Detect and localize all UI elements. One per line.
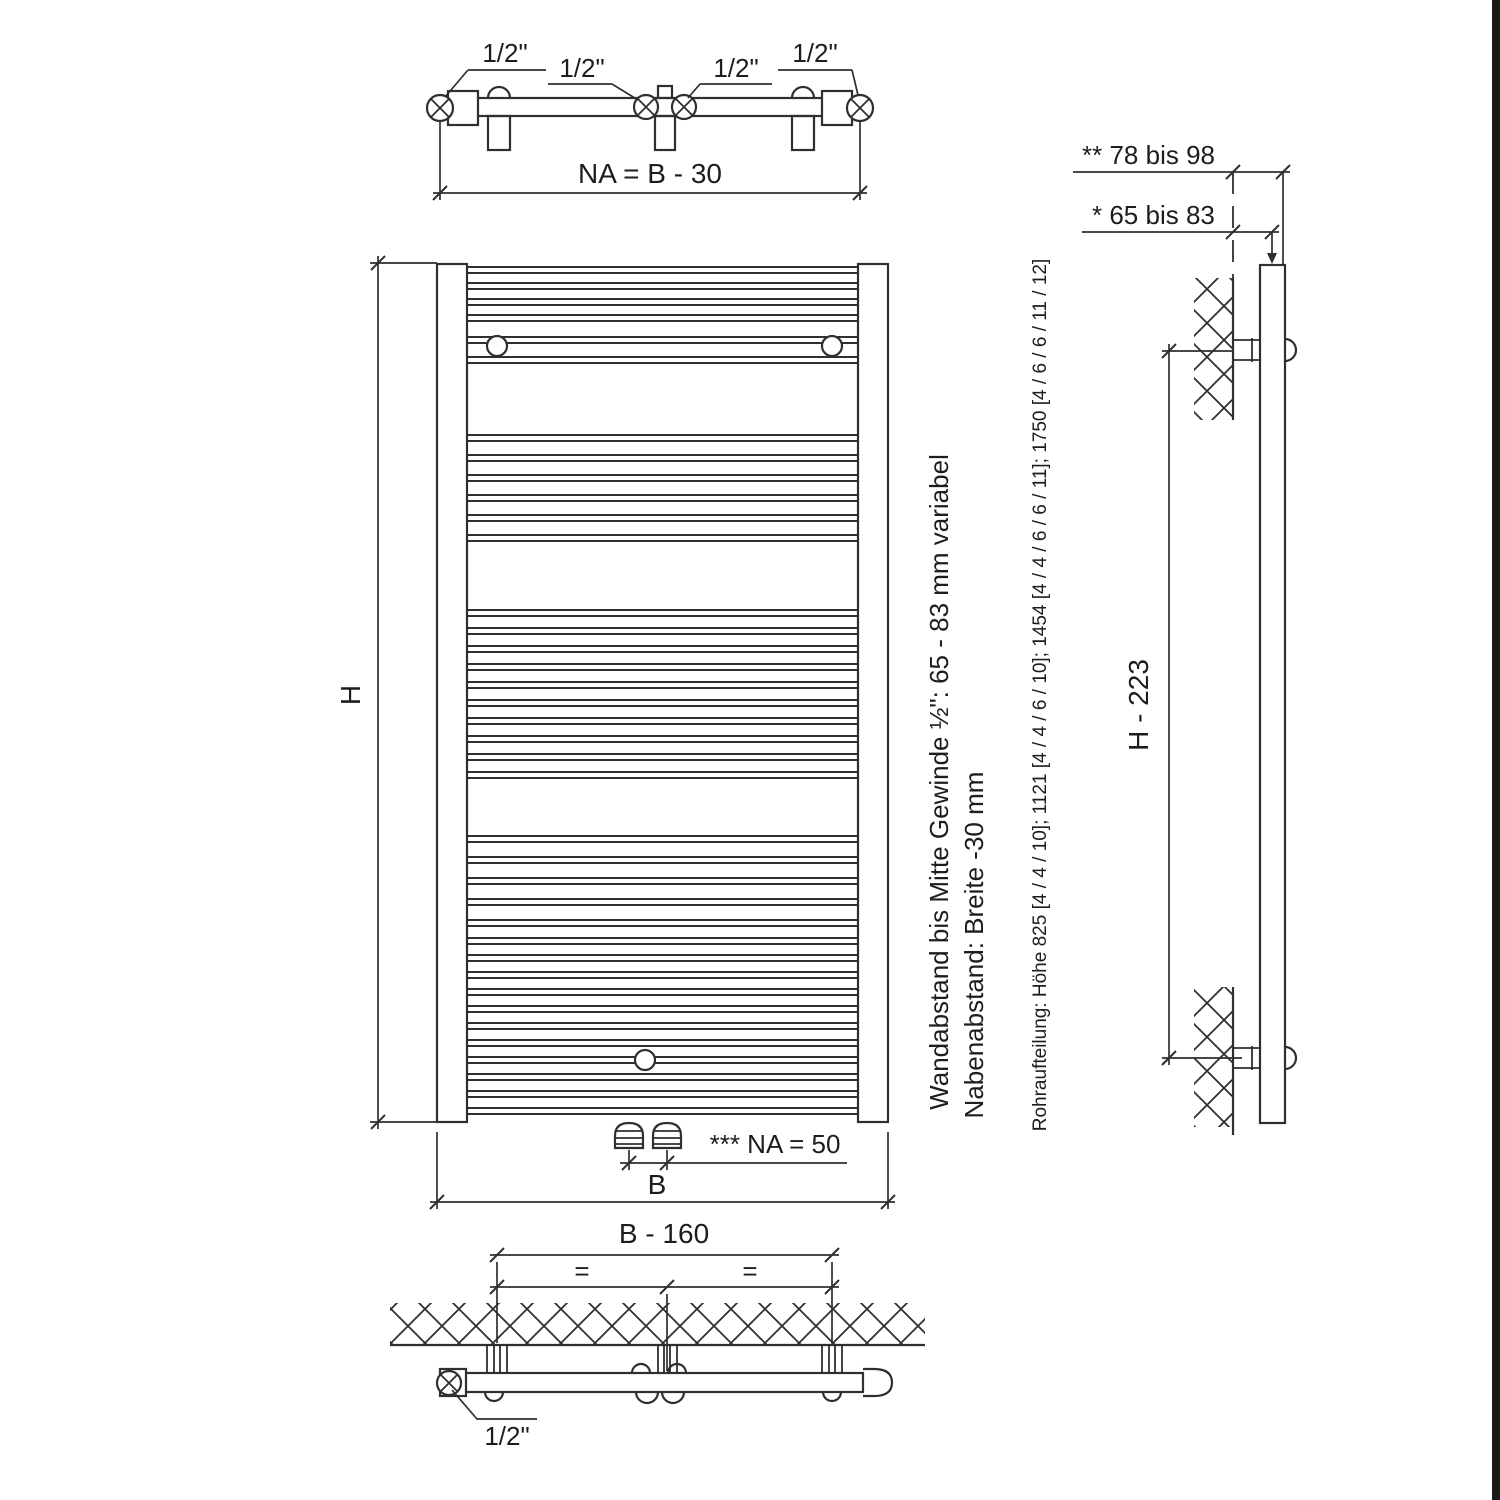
valve-right <box>652 1123 682 1148</box>
radiator-tube-row <box>467 857 858 863</box>
radiator-tube-row <box>467 718 858 724</box>
front-view <box>335 256 895 1209</box>
wall-bracket-right <box>792 116 814 150</box>
bump-bottom-left <box>485 1392 503 1401</box>
radiator-tube-row <box>467 700 858 706</box>
label-bottom-conn: 1/2" <box>484 1421 530 1451</box>
bracket-dome-left <box>488 87 510 98</box>
label-b160: B - 160 <box>618 1218 710 1249</box>
radiator-tube-row <box>467 899 858 905</box>
radiator-tube-row <box>467 972 858 978</box>
side-radiator-profile <box>1260 265 1285 1123</box>
radiator-tube-row <box>467 1057 858 1063</box>
radiator-tube-row <box>467 267 858 273</box>
label-equal-left: = <box>574 1256 590 1286</box>
vent-plug-right <box>822 336 842 356</box>
label-conn4: 1/2" <box>792 38 838 68</box>
radiator-tube-row <box>467 1091 858 1097</box>
radiator-tube-row <box>467 475 858 481</box>
radiator-tube-row <box>467 878 858 884</box>
label-width-b: B <box>647 1169 667 1200</box>
bottom-bracket-right <box>822 1345 842 1373</box>
radiator-tube-row <box>467 315 858 321</box>
radiator-tube-row <box>467 646 858 652</box>
radiator-tube-row <box>467 736 858 742</box>
bottom-view <box>390 1218 925 1451</box>
radiator-tube-row <box>467 682 858 688</box>
bracket-dome-right <box>792 87 814 98</box>
drain-plug <box>635 1050 655 1070</box>
radiator-tube-row <box>467 1023 858 1029</box>
radiator-tube-row <box>467 1108 858 1114</box>
front-column-left <box>437 264 467 1122</box>
wall-hatch-top <box>1194 278 1233 420</box>
center-tab <box>658 86 672 98</box>
radiator-tube-row <box>467 664 858 670</box>
bottom-bracket-left <box>487 1345 507 1373</box>
arrow-head-65-83 <box>1267 253 1277 264</box>
wall-bracket-left <box>488 116 510 150</box>
radiator-tube-row <box>467 1006 858 1012</box>
bump-bottom-mid-right <box>662 1392 684 1403</box>
wall-hatch-bottom <box>1194 987 1233 1127</box>
label-na-b30: NA = B - 30 <box>578 158 722 189</box>
note-rohraufteilung: Rohraufteilung: Höhe 825 [4 / 4 / 10]; 1121 [4 / 4 / 6 / 10]; 1454 [4 / 4 / 6 / 6 / 11]; 1750 [4 / 6 / 6 / 11 / 12] <box>1030 258 1051 1132</box>
vent-plug-left <box>487 336 507 356</box>
note-wandabstand: Wandabstand bis Mitte Gewinde ½": 65 - 83 mm variabel <box>924 454 954 1110</box>
radiator-tube-row <box>467 989 858 995</box>
radiator-tube-row <box>467 920 858 926</box>
thread-symbol-left <box>427 95 453 121</box>
h223-extension-lines <box>1162 351 1242 1058</box>
label-h223: H - 223 <box>1123 659 1154 751</box>
front-rungs <box>467 267 858 1114</box>
radiator-tube-row <box>467 455 858 461</box>
front-column-right <box>858 264 888 1122</box>
radiator-tube-row <box>467 836 858 842</box>
radiator-tube-row <box>467 754 858 760</box>
radiator-tube-row <box>467 357 858 363</box>
radiator-tube-row <box>467 435 858 441</box>
bump-top-left <box>632 1364 650 1373</box>
radiator-tube-row <box>467 938 858 944</box>
bump-bottom-mid-left <box>636 1392 658 1403</box>
top-view <box>427 38 873 200</box>
radiator-tube-row <box>467 535 858 541</box>
label-78-98: ** 78 bis 98 <box>1082 140 1215 170</box>
radiator-tube-row <box>467 283 858 289</box>
thread-symbol-mid-left <box>634 95 658 119</box>
bottom-end-cap-right <box>863 1369 892 1396</box>
label-conn1: 1/2" <box>482 38 528 68</box>
h-extension-lines <box>370 263 437 1122</box>
wall-hatch-bottom-view <box>390 1303 925 1345</box>
radiator-tube-row <box>467 515 858 521</box>
label-equal-right: = <box>742 1256 758 1286</box>
radiator-tube-row <box>467 955 858 961</box>
radiator-tube-row <box>467 299 858 305</box>
notes-block <box>924 259 1051 1131</box>
radiator-tube-row <box>467 610 858 616</box>
thread-symbol-mid-right <box>672 95 696 119</box>
radiator-tube-row <box>467 495 858 501</box>
label-65-83: * 65 bis 83 <box>1092 200 1215 230</box>
na50-extension-lines <box>629 1150 667 1170</box>
side-view <box>1073 140 1296 1135</box>
label-conn2: 1/2" <box>559 53 605 83</box>
wall-bracket-center <box>655 116 675 150</box>
radiator-tube-row <box>467 1040 858 1046</box>
bottom-thread-symbol <box>437 1371 461 1395</box>
label-height-h: H <box>335 684 366 706</box>
radiator-tube-row <box>467 337 858 343</box>
bottom-view-tube <box>463 1373 863 1392</box>
radiator-tube-row <box>467 628 858 634</box>
radiator-tube-row <box>467 772 858 778</box>
image-edge-strip <box>1492 0 1500 1500</box>
note-nabenabstand: Nabenabstand: Breite -30 mm <box>959 771 989 1119</box>
label-conn3: 1/2" <box>713 53 759 83</box>
valve-left <box>614 1123 644 1148</box>
thread-symbol-right <box>847 95 873 121</box>
label-na50: *** NA = 50 <box>709 1129 841 1159</box>
bump-bottom-right <box>823 1392 841 1401</box>
radiator-tube-row <box>467 1074 858 1080</box>
leader-conn3 <box>688 84 772 98</box>
